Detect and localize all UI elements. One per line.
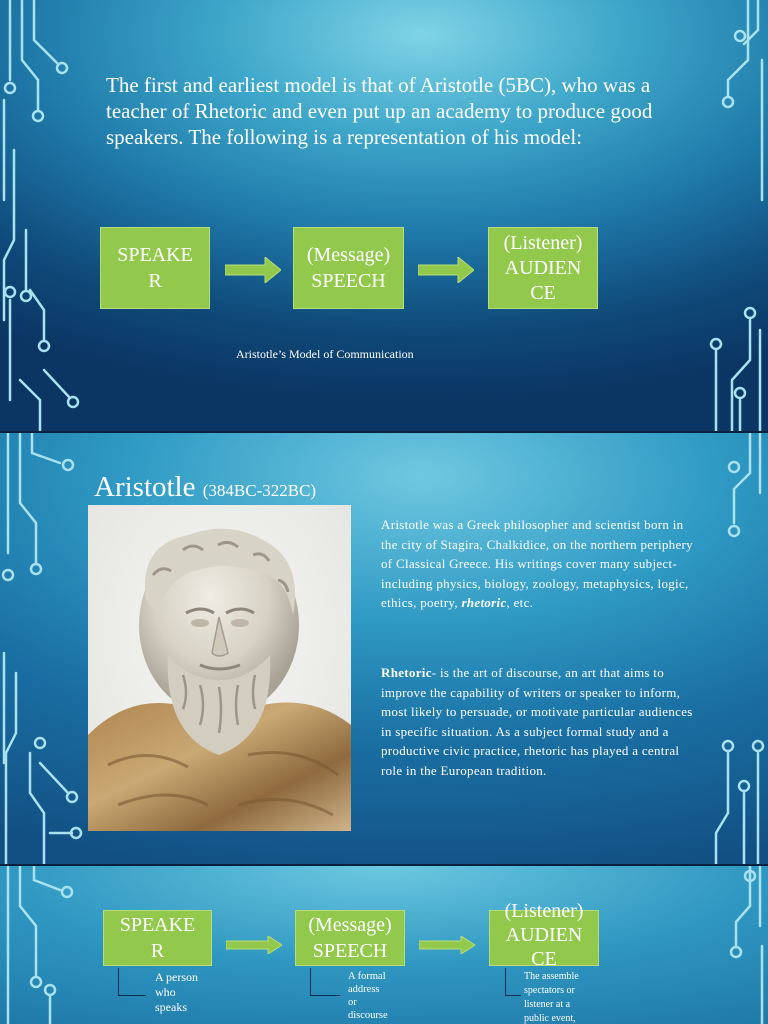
slide-aristotle-bio bbox=[0, 433, 768, 866]
note-line: A person bbox=[155, 970, 198, 984]
box-line: R bbox=[148, 270, 162, 292]
circuit-decoration-left bbox=[0, 866, 90, 1024]
connector-line bbox=[118, 968, 146, 996]
title-name: Aristotle bbox=[94, 471, 196, 503]
aristotle-bust-image bbox=[88, 505, 351, 831]
circuit-decoration-left bbox=[0, 0, 90, 433]
note-line: public event, bbox=[524, 1013, 576, 1024]
box-line: (Listener) bbox=[504, 900, 584, 922]
note-line: speaks bbox=[155, 1000, 187, 1014]
box-line: (Message) bbox=[306, 244, 391, 266]
bio-text: Aristotle was a Greek philosopher and scientist born in the city of Stagira, Chalkidice, on the northern periphery of Classical Greece. His writings cover many subject- including physics, biology, zoology, metaphysics, logic, ethics, poetry, bbox=[381, 517, 693, 610]
speaker-box bbox=[103, 910, 212, 966]
box-line: CE bbox=[531, 948, 557, 970]
listener-note bbox=[524, 970, 579, 1024]
note-line: who bbox=[155, 985, 176, 999]
box-line: SPEAKE bbox=[119, 914, 196, 936]
bio-paragraph bbox=[381, 515, 701, 613]
listener-box bbox=[488, 227, 598, 309]
circuit-decoration-right bbox=[688, 0, 768, 433]
slide-title bbox=[94, 471, 316, 504]
box-line: (Listener) bbox=[503, 231, 583, 254]
model-caption: Aristotle’s Model of Communication bbox=[236, 347, 414, 361]
arrow-right-icon bbox=[419, 936, 475, 954]
title-years: (384BC-322BC) bbox=[202, 481, 317, 500]
speaker-note bbox=[155, 970, 198, 1015]
box-line: CE bbox=[530, 281, 556, 304]
slide-model-detail bbox=[0, 866, 768, 1024]
arrow-right-icon bbox=[225, 257, 281, 283]
message-box bbox=[293, 227, 404, 309]
note-line: or bbox=[348, 997, 357, 1008]
arrow-right-icon bbox=[418, 257, 474, 283]
arrow-right-icon bbox=[226, 936, 282, 954]
message-box bbox=[295, 910, 405, 966]
intro-paragraph: The first and earliest model is that of Aristotle (5BC), who was a teacher of Rhetoric and even put up an academy to produce good speakers. The following is a representation of his model: bbox=[106, 73, 653, 149]
rhetoric-term: Rhetoric bbox=[381, 665, 432, 680]
note-line: listener at a bbox=[524, 999, 571, 1010]
rhetoric-paragraph bbox=[381, 663, 701, 780]
rhetoric-definition: - is the art of discourse, an art that aims to improve the capability of writers or speaker to inform, most likely to persuade, or motivate particular audiences in specific situation. As a subject formal study and a productive civic practice, rhetoric has played a central role in the European tradition. bbox=[381, 665, 693, 778]
box-line: SPEAKE bbox=[117, 244, 193, 266]
slide-aristotle-model bbox=[0, 0, 768, 433]
bio-emphasis: rhetoric bbox=[461, 595, 507, 610]
box-line: (Message) bbox=[308, 914, 392, 936]
circuit-decoration-right bbox=[688, 866, 768, 1024]
message-note bbox=[348, 970, 388, 1024]
connector-line bbox=[505, 968, 521, 996]
speaker-box bbox=[100, 227, 210, 309]
note-line: discourse bbox=[348, 1010, 388, 1021]
connector-line bbox=[310, 968, 340, 996]
note-line: A formal bbox=[348, 971, 386, 982]
note-line: The assemble bbox=[524, 971, 579, 982]
bio-text-end: , etc. bbox=[506, 595, 534, 610]
circuit-decoration-left bbox=[0, 433, 90, 866]
box-line: AUDIEN bbox=[505, 924, 583, 946]
circuit-decoration-right bbox=[688, 433, 768, 866]
note-line: spectators or bbox=[524, 985, 575, 996]
box-line: R bbox=[150, 940, 165, 962]
listener-box bbox=[489, 900, 599, 970]
box-line: SPEECH bbox=[312, 940, 388, 962]
box-line: SPEECH bbox=[311, 270, 386, 292]
note-line: address bbox=[348, 984, 380, 995]
box-line: AUDIEN bbox=[504, 256, 582, 279]
